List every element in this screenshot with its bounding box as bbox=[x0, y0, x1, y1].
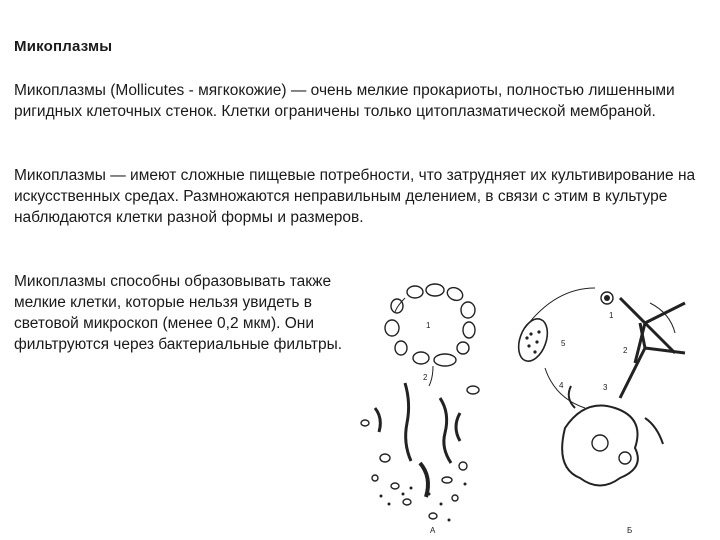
panel-a-pleomorphic-cells bbox=[361, 383, 479, 519]
panel-b-label-1: 1 bbox=[609, 311, 614, 320]
panel-a-letter: А bbox=[430, 526, 436, 535]
mycoplasma-illustration bbox=[345, 258, 720, 540]
panel-b-label-2: 2 bbox=[623, 346, 628, 355]
panel-b-star-cells bbox=[620, 298, 685, 398]
panel-b-label-3: 3 bbox=[603, 383, 608, 392]
panel-b-label-4: 4 bbox=[559, 381, 564, 390]
panel-b-amoeboid-cells bbox=[562, 386, 663, 486]
mycoplasma-life-cycle-figure bbox=[345, 258, 720, 540]
panel-b-letter: Б bbox=[627, 526, 633, 535]
paragraph-definition: Микоплазмы (Mollicutes - мягкокожие) — очень мелкие прокариоты, полностью лишенными ригидных клеточных стенок. Клетки ограничены только цитоплазматической мембраной. bbox=[14, 82, 675, 120]
paragraph-filtration: Микоплазмы способны образовывать также мелкие клетки, которые нельзя увидеть в световой микроскоп (менее 0,2 мкм). Они фильтруются через бактериальные фильтры. bbox=[14, 273, 343, 353]
paragraph-nutrition: Микоплазмы — имеют сложные пищевые потребности, что затрудняет их культивирование на искусственных средах. Размножаются неправильным делением, в связи с этим в культуре наблюдаются клетки разной формы и размеров. bbox=[14, 167, 696, 226]
panel-a-label-1: 1 bbox=[426, 321, 431, 330]
slide-title: Микоплазмы bbox=[14, 38, 113, 55]
panel-b-granular-colony bbox=[513, 292, 613, 365]
panel-a-label-2: 2 bbox=[423, 373, 428, 382]
panel-b-label-5: 5 bbox=[561, 339, 566, 348]
